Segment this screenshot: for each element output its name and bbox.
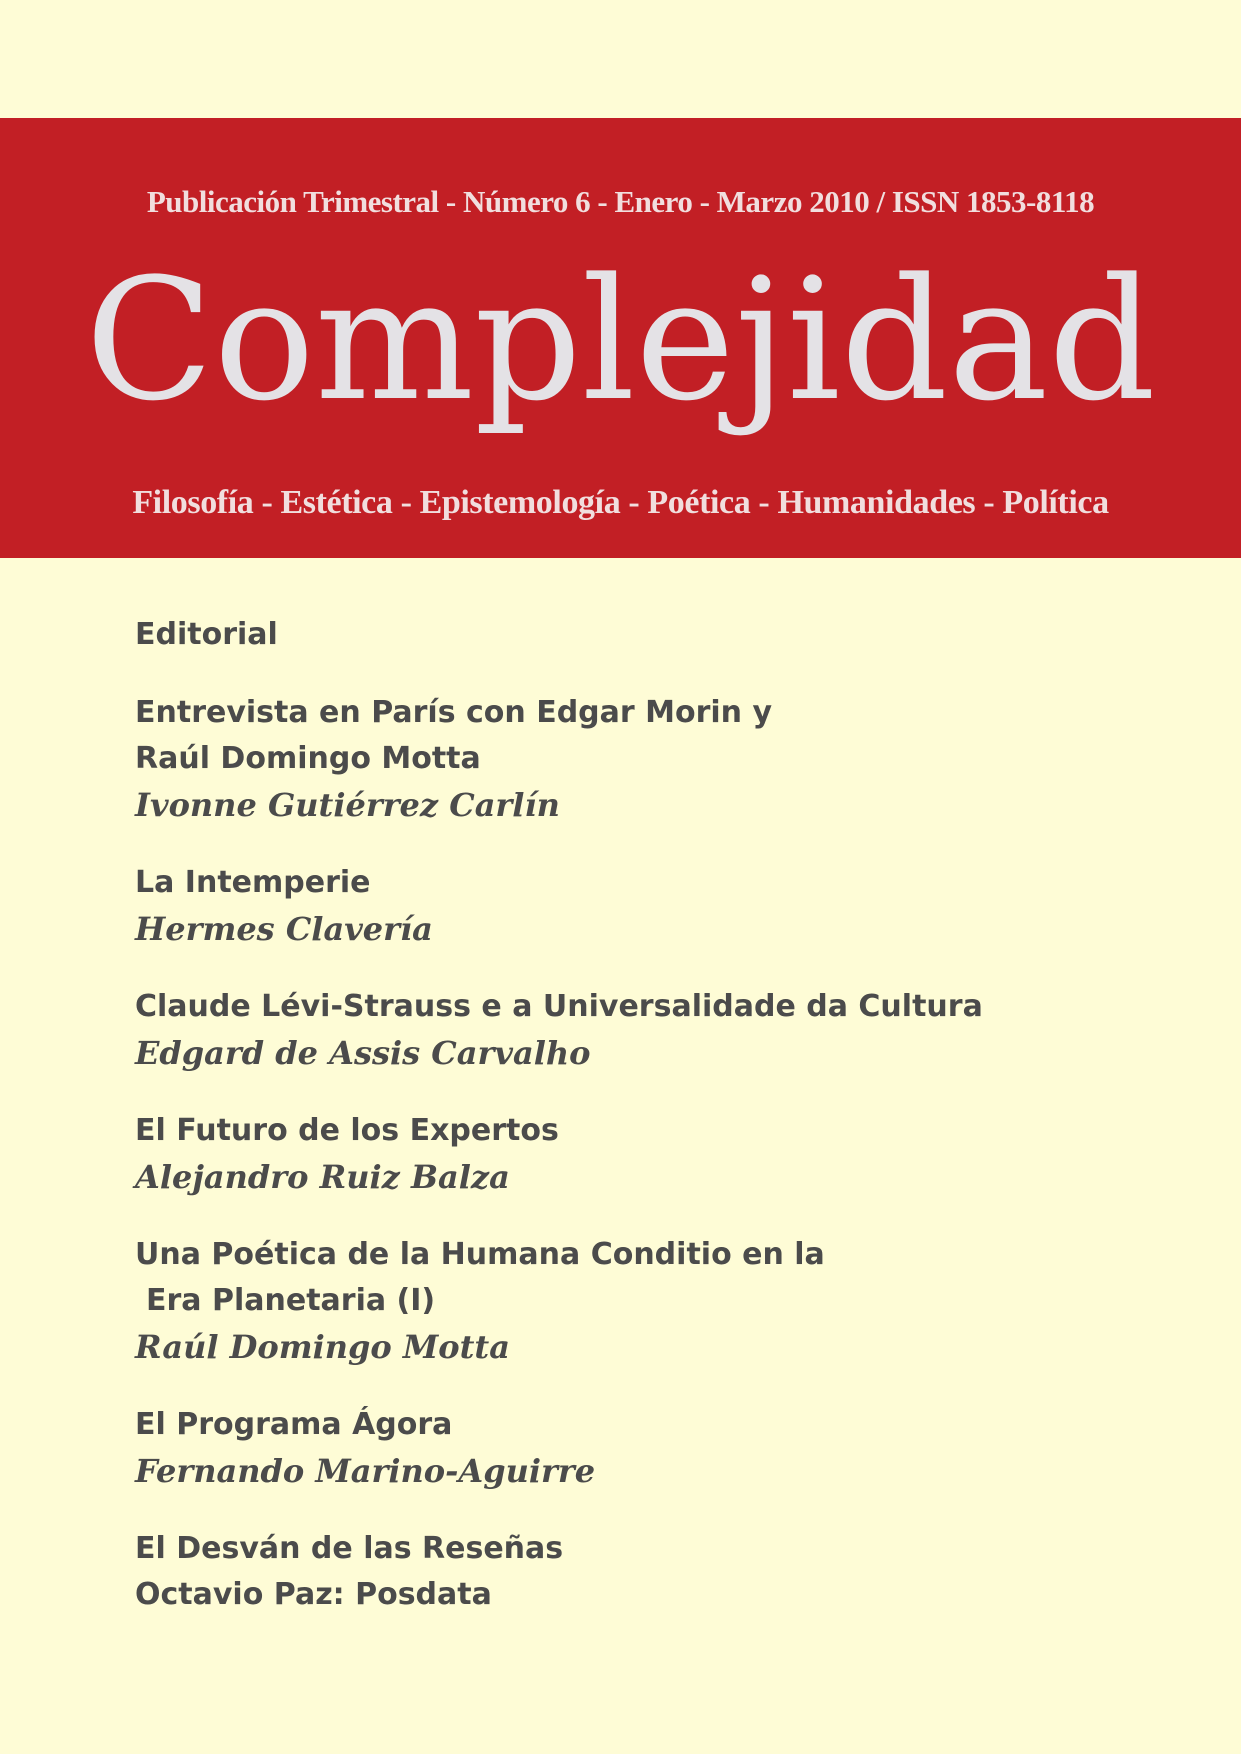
toc-author: Hermes Clavería [135, 910, 433, 948]
toc-entry-editorial [135, 612, 1135, 658]
publication-line: Publicación Trimestral - Número 6 - Enero - Marzo 2010 / ISSN 1853-8118 [146, 184, 1095, 219]
toc-title: Entrevista en París con Edgar Morin y [135, 695, 773, 730]
toc-entry [135, 1402, 1135, 1494]
toc-author: Alejandro Ruiz Balza [135, 1158, 510, 1196]
toc-title: El Futuro de los Expertos [135, 1113, 559, 1148]
toc-entry [135, 1232, 1135, 1370]
toc-author: Ivonne Gutiérrez Carlín [135, 786, 560, 824]
toc-title: La Intemperie [135, 865, 371, 900]
toc-title-continued: Era Planetaria (I) [146, 1283, 436, 1318]
toc-title: El Programa Ágora [135, 1407, 453, 1442]
toc-title: Una Poética de la Humana Conditio en la [135, 1237, 825, 1272]
toc-author: Edgard de Assis Carvalho [135, 1034, 591, 1072]
toc-title: Claude Lévi-Strauss e a Universalidade da Cultura [135, 989, 983, 1024]
toc-title: El Desván de las Reseñas [135, 1531, 564, 1566]
toc-entry [135, 690, 1135, 828]
toc-entry [135, 860, 1135, 952]
toc-title-continued: Raúl Domingo Motta [135, 741, 481, 776]
toc-entry-reviews [135, 1526, 1135, 1618]
toc-entry [135, 984, 1135, 1076]
toc-author: Raúl Domingo Motta [135, 1328, 510, 1366]
subjects-line: Filosofía - Estética - Epistemología - Poética - Humanidades - Política [132, 484, 1109, 521]
toc-entry [135, 1108, 1135, 1200]
toc-author: Fernando Marino-Aguirre [135, 1452, 596, 1490]
toc-review-subject: Octavio Paz: Posdata [135, 1577, 492, 1612]
journal-title: Complejidad [85, 242, 1156, 438]
table-of-contents [135, 612, 1135, 1650]
toc-title: Editorial [135, 617, 278, 652]
